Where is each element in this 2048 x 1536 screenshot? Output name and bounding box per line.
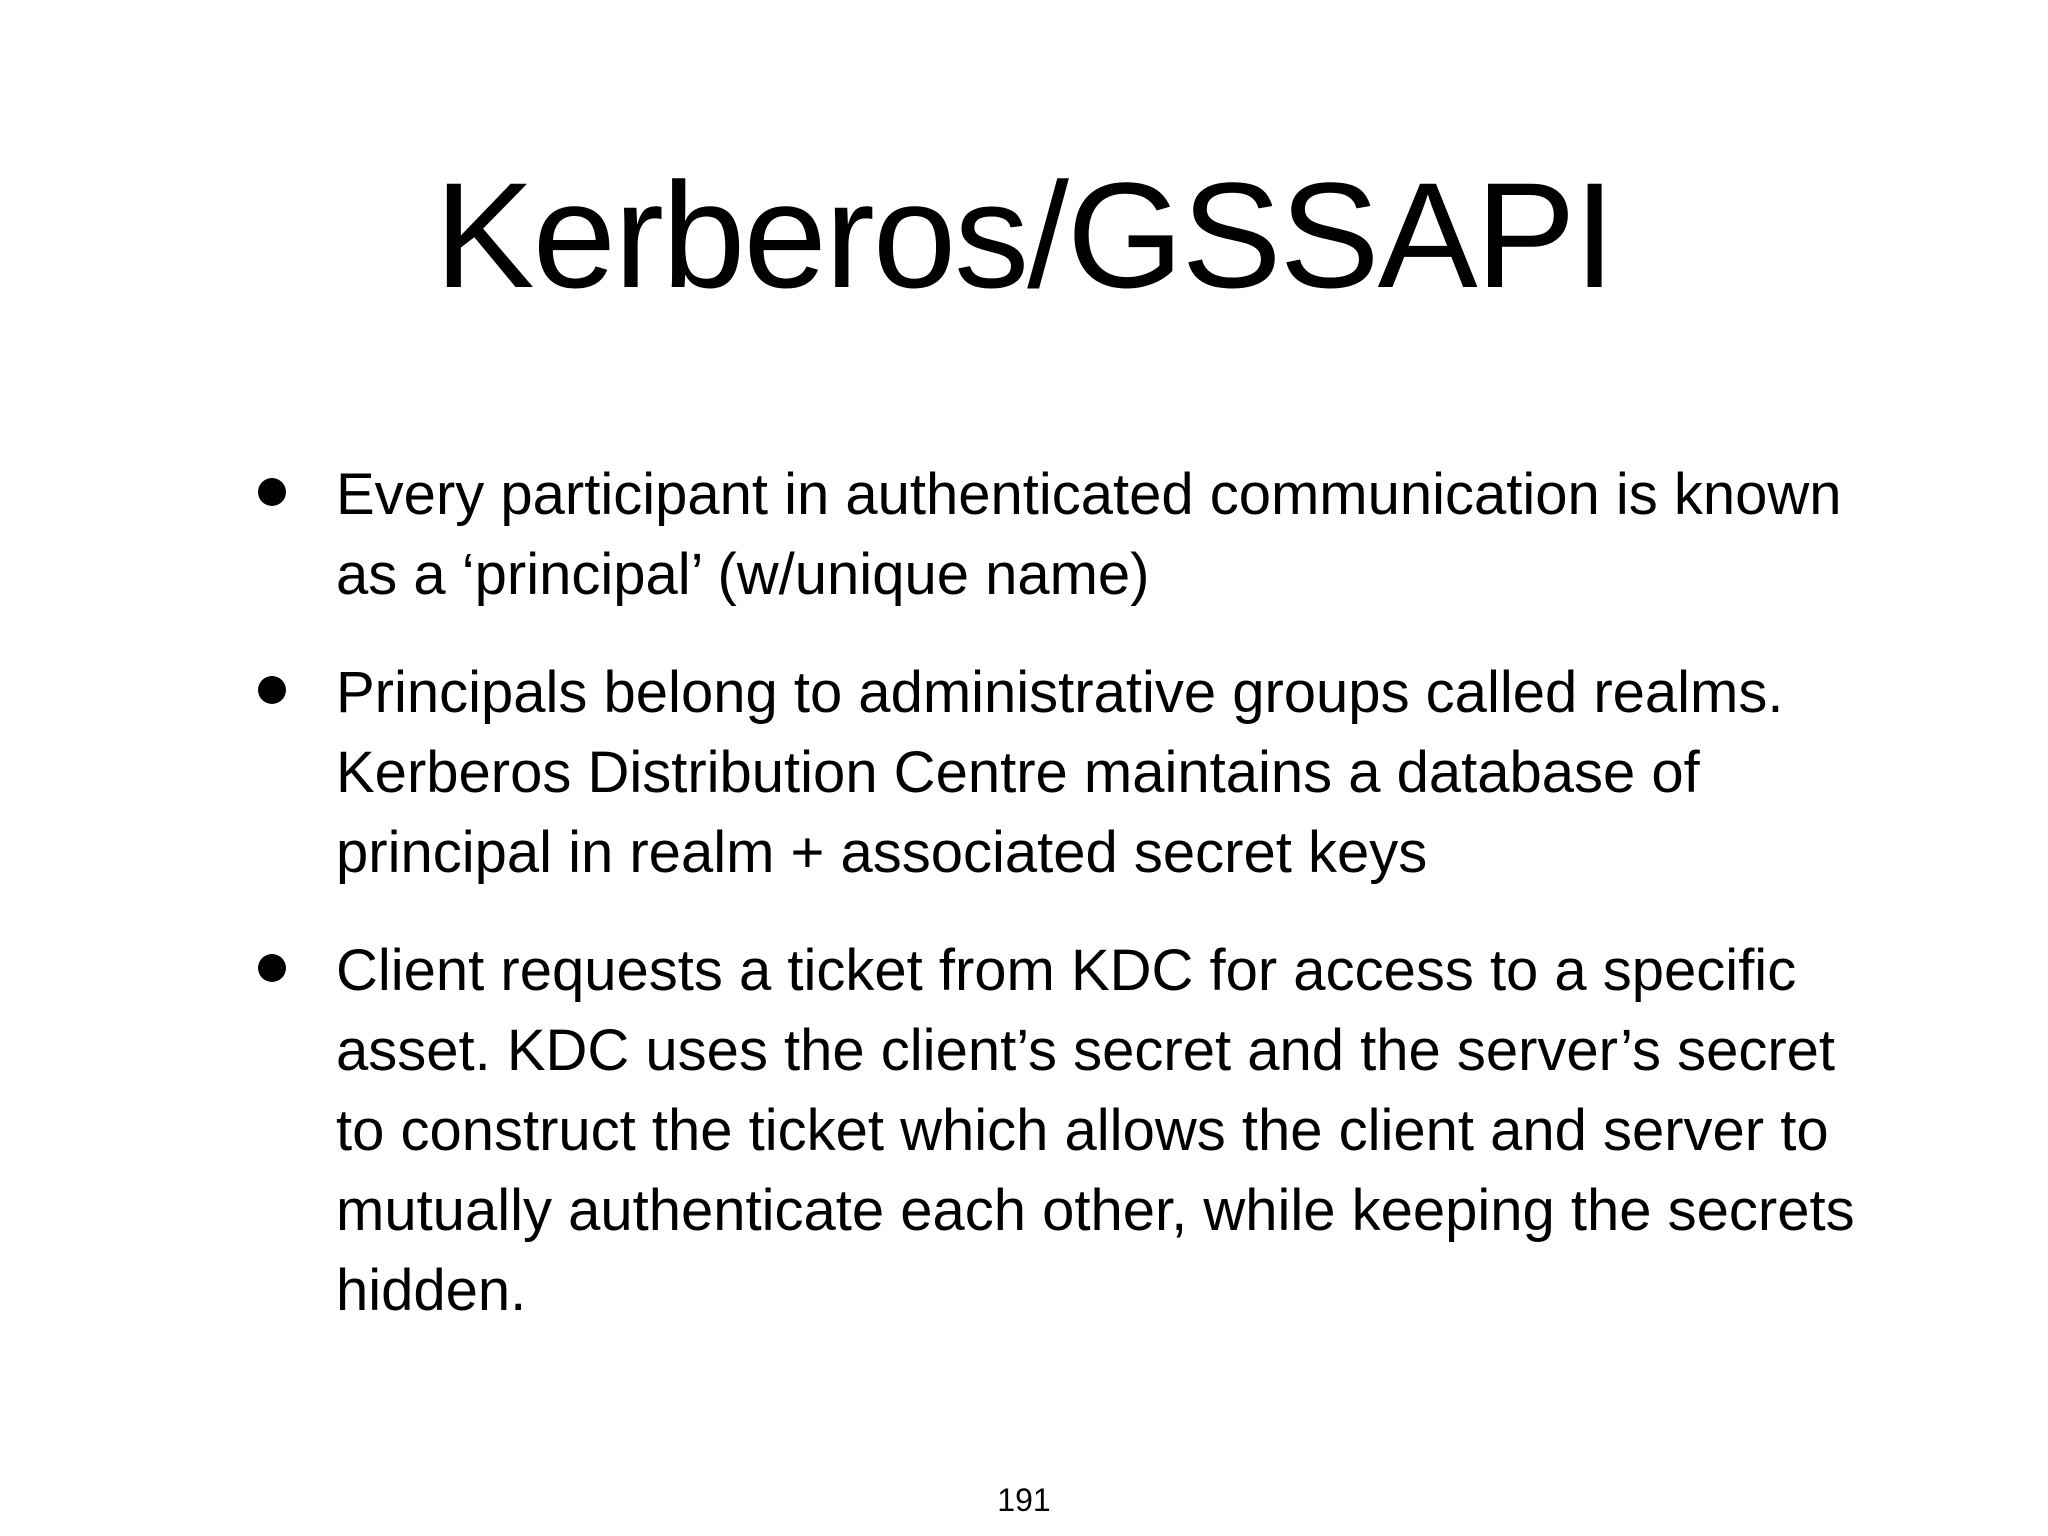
bullet-list [258, 455, 1898, 1369]
bullet-dot-icon [258, 954, 286, 982]
bullet-item [258, 455, 1898, 615]
bullet-text: Client requests a ticket from KDC for access to a specific asset. KDC uses the client’s secret and the server’s secret to construct the ticket which allows the client and server to mutually authenticate each other, while keeping the secrets hidden. [336, 938, 1855, 1323]
bullet-item [258, 653, 1898, 893]
bullet-text: Principals belong to administrative groups called realms. Kerberos Distribution Centre maintains a database of principal in realm + associated secret keys [336, 660, 1784, 885]
bullet-item [258, 931, 1898, 1331]
slide-title: Kerberos/GSSAPI [434, 151, 1614, 319]
bullet-dot-icon [258, 478, 286, 506]
bullet-dot-icon [258, 676, 286, 704]
bullet-text: Every participant in authenticated communication is known as a ‘principal’ (w/unique name) [336, 462, 1842, 607]
page-number: 191 [997, 1482, 1051, 1518]
